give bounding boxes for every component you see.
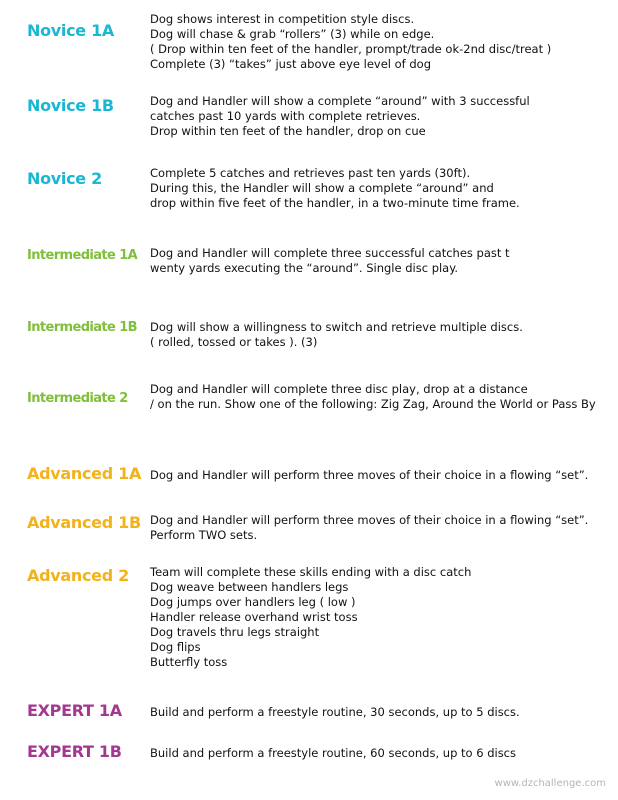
level-title: EXPERT 1A <box>27 701 122 720</box>
description-line: Dog jumps over handlers leg ( low ) <box>150 595 356 609</box>
description-line: Build and perform a freestyle routine, 30 seconds, up to 5 discs. <box>150 705 520 719</box>
description-line: Dog and Handler will show a complete “around” with 3 successful <box>150 94 530 108</box>
description-line: Complete (3) “takes” just above eye level of dog <box>150 57 432 71</box>
level-title: Novice 1A <box>27 21 115 40</box>
description-line: Dog weave between handlers legs <box>150 580 349 594</box>
level-title: Advanced 1A <box>27 464 142 483</box>
level-title: Novice 2 <box>27 169 102 188</box>
level-description <box>150 94 610 139</box>
description-line: catches past 10 yards with complete retrieves. <box>150 109 421 123</box>
description-line: ( rolled, tossed or takes ). (3) <box>150 335 318 349</box>
description-line: wenty yards executing the “around”. Single disc play. <box>150 261 459 275</box>
description-line: Dog and Handler will perform three moves of their choice in a flowing “set”. <box>150 513 589 527</box>
level-description <box>150 513 610 543</box>
website-footer: www.dzchallenge.com <box>494 778 606 789</box>
description-line: Dog travels thru legs straight <box>150 625 320 639</box>
level-description <box>150 12 610 72</box>
description-line: Dog will chase & grab “rollers” (3) while on edge. <box>150 27 435 41</box>
description-line: Handler release overhand wrist toss <box>150 610 358 624</box>
description-line: During this, the Handler will show a complete “around” and <box>150 181 494 195</box>
level-title: Intermediate 2 <box>27 391 128 406</box>
description-line: Dog and Handler will perform three moves of their choice in a flowing “set”. <box>150 468 589 482</box>
description-line: drop within five feet of the handler, in a two-minute time frame. <box>150 196 520 210</box>
description-line: / on the run. Show one of the following: Zig Zag, Around the World or Pass By <box>150 397 596 411</box>
description-line: Dog shows interest in competition style discs. <box>150 12 415 26</box>
level-description <box>150 468 610 483</box>
level-title: Intermediate 1A <box>27 248 138 263</box>
level-title: Advanced 2 <box>27 566 129 585</box>
level-title: Intermediate 1B <box>27 320 137 335</box>
description-line: Complete 5 catches and retrieves past ten yards (30ft). <box>150 166 471 180</box>
level-description <box>150 320 610 350</box>
level-title: Novice 1B <box>27 96 114 115</box>
level-description <box>150 746 610 761</box>
level-description <box>150 166 610 211</box>
description-line: Team will complete these skills ending with a disc catch <box>150 565 472 579</box>
description-line: Dog and Handler will complete three disc play, drop at a distance <box>150 382 528 396</box>
description-line: Dog will show a willingness to switch and retrieve multiple discs. <box>150 320 523 334</box>
description-line: Butterfly toss <box>150 655 228 669</box>
level-description <box>150 246 610 276</box>
level-title: EXPERT 1B <box>27 742 122 761</box>
description-line: ( Drop within ten feet of the handler, prompt/trade ok-2nd disc/treat ) <box>150 42 552 56</box>
level-description <box>150 705 610 720</box>
level-description <box>150 382 610 412</box>
description-line: Drop within ten feet of the handler, drop on cue <box>150 124 426 138</box>
description-line: Perform TWO sets. <box>150 528 258 542</box>
description-line: Build and perform a freestyle routine, 60 seconds, up to 6 discs <box>150 746 516 760</box>
description-line: Dog and Handler will complete three successful catches past t <box>150 246 510 260</box>
level-title: Advanced 1B <box>27 513 141 532</box>
level-description <box>150 565 610 670</box>
description-line: Dog flips <box>150 640 201 654</box>
